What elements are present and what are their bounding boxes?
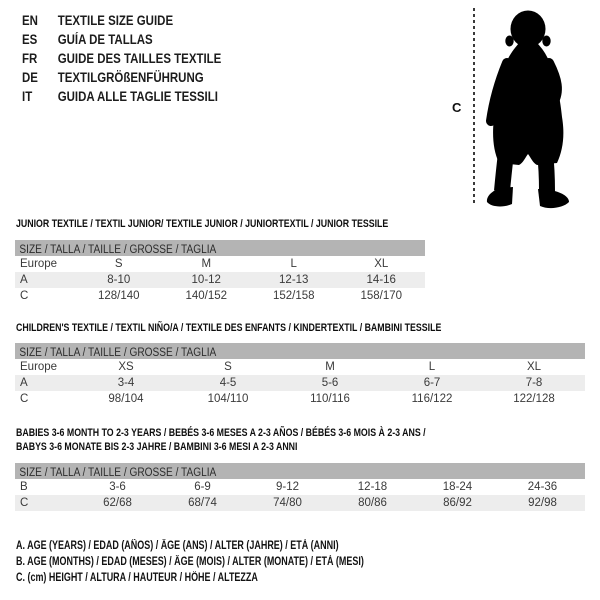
size-cell: 80/86 (358, 497, 387, 509)
size-cell: 14-16 (366, 274, 396, 286)
size-cell: 10-12 (191, 274, 221, 286)
size-cell: M (201, 258, 212, 270)
language-title-block (22, 11, 257, 106)
size-cell: 3-6 (109, 481, 126, 493)
size-cell: 98/104 (108, 393, 144, 405)
table-row (15, 256, 425, 272)
language-code: DE (22, 70, 38, 85)
size-cell: 8-10 (107, 274, 131, 286)
children-section-title: CHILDREN'S TEXTILE / TEXTIL NIÑO/A / TEXTILE DES ENFANTS / KINDERTEXTIL / BAMBINI TESSILE (16, 322, 442, 334)
row-label: Europe (20, 258, 58, 270)
size-cell: 152/158 (272, 290, 315, 302)
language-row (22, 30, 221, 49)
language-row (22, 87, 221, 106)
size-cell: 104/110 (207, 393, 249, 405)
language-title: GUÍA DE TALLAS (57, 32, 153, 47)
size-cell: 110/116 (310, 393, 350, 405)
language-row (22, 11, 221, 30)
size-cell: M (325, 361, 335, 373)
row-label: A (20, 274, 28, 286)
baby-silhouette-icon (483, 5, 598, 215)
size-cell: 3-4 (117, 377, 135, 389)
height-measure-dotted-line (473, 8, 475, 206)
table-row (15, 288, 425, 304)
footnote-c: C. (cm) HEIGHT / ALTURA / HAUTEUR / HÖHE / ALTEZZA (16, 571, 258, 584)
size-cell: L (290, 258, 297, 270)
babies-size-table (15, 463, 585, 511)
size-cell: 12-13 (279, 274, 309, 286)
size-cell: XL (374, 258, 389, 270)
row-label: Europe (20, 361, 58, 373)
babies-section-title (16, 426, 426, 454)
size-header-label: SIZE / TALLA / TAILLE / GRÖSSE / TAGLIA (19, 467, 217, 479)
size-cell: S (114, 258, 123, 270)
table-row (15, 359, 585, 375)
table-row (15, 391, 585, 407)
language-code: ES (22, 32, 38, 47)
size-cell: L (428, 361, 436, 373)
size-cell: 6-7 (423, 377, 441, 389)
size-header-label: SIZE / TALLA / TAILLE / GRÖSSE / TAGLIA (19, 244, 217, 256)
language-title: GUIDE DES TAILLES TEXTILE (57, 51, 222, 66)
row-label: A (20, 377, 28, 389)
size-header-bar (15, 240, 425, 256)
footnotes (16, 539, 462, 586)
language-row (22, 49, 221, 68)
row-label: C (20, 290, 29, 302)
size-cell: 158/170 (360, 290, 403, 302)
language-code: IT (22, 89, 33, 104)
size-cell: S (224, 361, 232, 373)
language-title: GUIDA ALLE TAGLIE TESSILI (57, 89, 218, 104)
babies-title-line2: BABYS 3-6 MONATE BIS 2-3 JAHRE / BAMBINI 3-6 MESI A 2-3 ANNI (16, 441, 298, 453)
size-cell: 18-24 (442, 481, 473, 493)
size-header-bar (15, 463, 585, 479)
size-cell: 128/140 (97, 290, 140, 302)
junior-size-table (15, 240, 425, 304)
row-label: B (20, 481, 28, 493)
babies-title-line1: BABIES 3-6 MONTH TO 2-3 YEARS / BEBÉS 3-6 MESES A 2-3 AÑOS / BÉBÉS 3-6 MOIS À 2-3 ANS / (16, 427, 426, 439)
language-title: TEXTILE SIZE GUIDE (57, 13, 174, 28)
size-cell: 116/122 (411, 393, 453, 405)
children-size-table (15, 343, 585, 407)
table-row (15, 479, 585, 495)
table-row (15, 272, 425, 288)
size-header-bar (15, 343, 585, 359)
junior-section-title: JUNIOR TEXTILE / TEXTIL JUNIOR/ TEXTILE JUNIOR / JUNIORTEXTIL / JUNIOR TESSILE (16, 218, 389, 230)
size-cell: 9-12 (275, 481, 300, 493)
size-cell: 122/128 (513, 393, 555, 405)
size-cell: 5-6 (321, 377, 339, 389)
footnote-a: A. AGE (YEARS) / EDAD (AÑOS) / ÂGE (ANS) / ALTER (JAHRE) / ETÀ (ANNI) (16, 540, 339, 552)
table-row (15, 375, 585, 391)
size-cell: 92/98 (528, 497, 557, 509)
size-cell: 12-18 (357, 481, 388, 493)
footnote-b: B. AGE (MONTHS) / EDAD (MESES) / ÂGE (MOIS) / ALTER (MONATE) / ETÀ (MESI) (16, 555, 364, 568)
size-cell: 6-9 (194, 481, 211, 493)
size-cell: 7-8 (525, 377, 543, 389)
size-cell: 24-36 (527, 481, 558, 493)
size-cell: 86/92 (443, 497, 472, 509)
size-cell: 4-5 (219, 377, 237, 389)
size-cell: 74/80 (273, 497, 302, 509)
language-code: EN (22, 13, 38, 28)
language-title: TEXTILGRÖßENFÜHRUNG (57, 70, 204, 85)
size-cell: 140/152 (185, 290, 228, 302)
size-header-label: SIZE / TALLA / TAILLE / GRÖSSE / TAGLIA (19, 347, 217, 359)
size-cell: XS (118, 361, 134, 373)
language-code: FR (22, 51, 38, 66)
row-label: C (20, 393, 29, 405)
size-cell: 68/74 (188, 497, 217, 509)
language-row (22, 68, 221, 87)
height-measure-label: C (452, 100, 462, 115)
row-label: C (20, 497, 29, 509)
size-cell: 62/68 (103, 497, 132, 509)
size-cell: XL (526, 361, 542, 373)
table-row (15, 495, 585, 511)
